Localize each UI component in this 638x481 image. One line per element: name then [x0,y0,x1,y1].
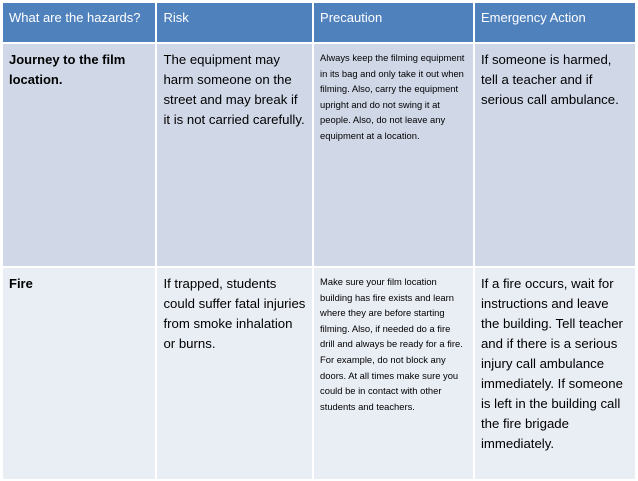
emergency-action-cell: If a fire occurs, wait for instructions and leave the building. Tell teacher and if there is a serious injury call ambulance immediately. If someone is left in the building call the fire brigade immediately. [474,267,636,480]
precaution-cell: Make sure your film location building has fire exists and learn where they are before starting filming. Also, if needed do a fire drill and always be ready for a fire. For example, do not block any doors. At all times make sure you could be in contact with other students and teachers. [313,267,474,480]
hazard-cell: Fire [2,267,156,480]
risk-cell: The equipment may harm someone on the street and may break if it is not carried carefully. [156,43,313,267]
table-row [2,267,636,480]
table-row [2,43,636,267]
header-risk: Risk [156,2,313,43]
precaution-cell: Always keep the filming equipment in its bag and only take it out when filming. Also, carry the equipment upright and do not swing it at people. Also, do not leave any equipment at a location. [313,43,474,267]
header-emergency-action: Emergency Action [474,2,636,43]
hazard-cell: Journey to the film location. [2,43,156,267]
header-hazards: What are the hazards? [2,2,156,43]
risk-cell: If trapped, students could suffer fatal injuries from smoke inhalation or burns. [156,267,313,480]
header-precaution: Precaution [313,2,474,43]
header-row [2,2,636,43]
emergency-action-cell: If someone is harmed, tell a teacher and if serious call ambulance. [474,43,636,267]
risk-assessment-table [1,1,637,481]
